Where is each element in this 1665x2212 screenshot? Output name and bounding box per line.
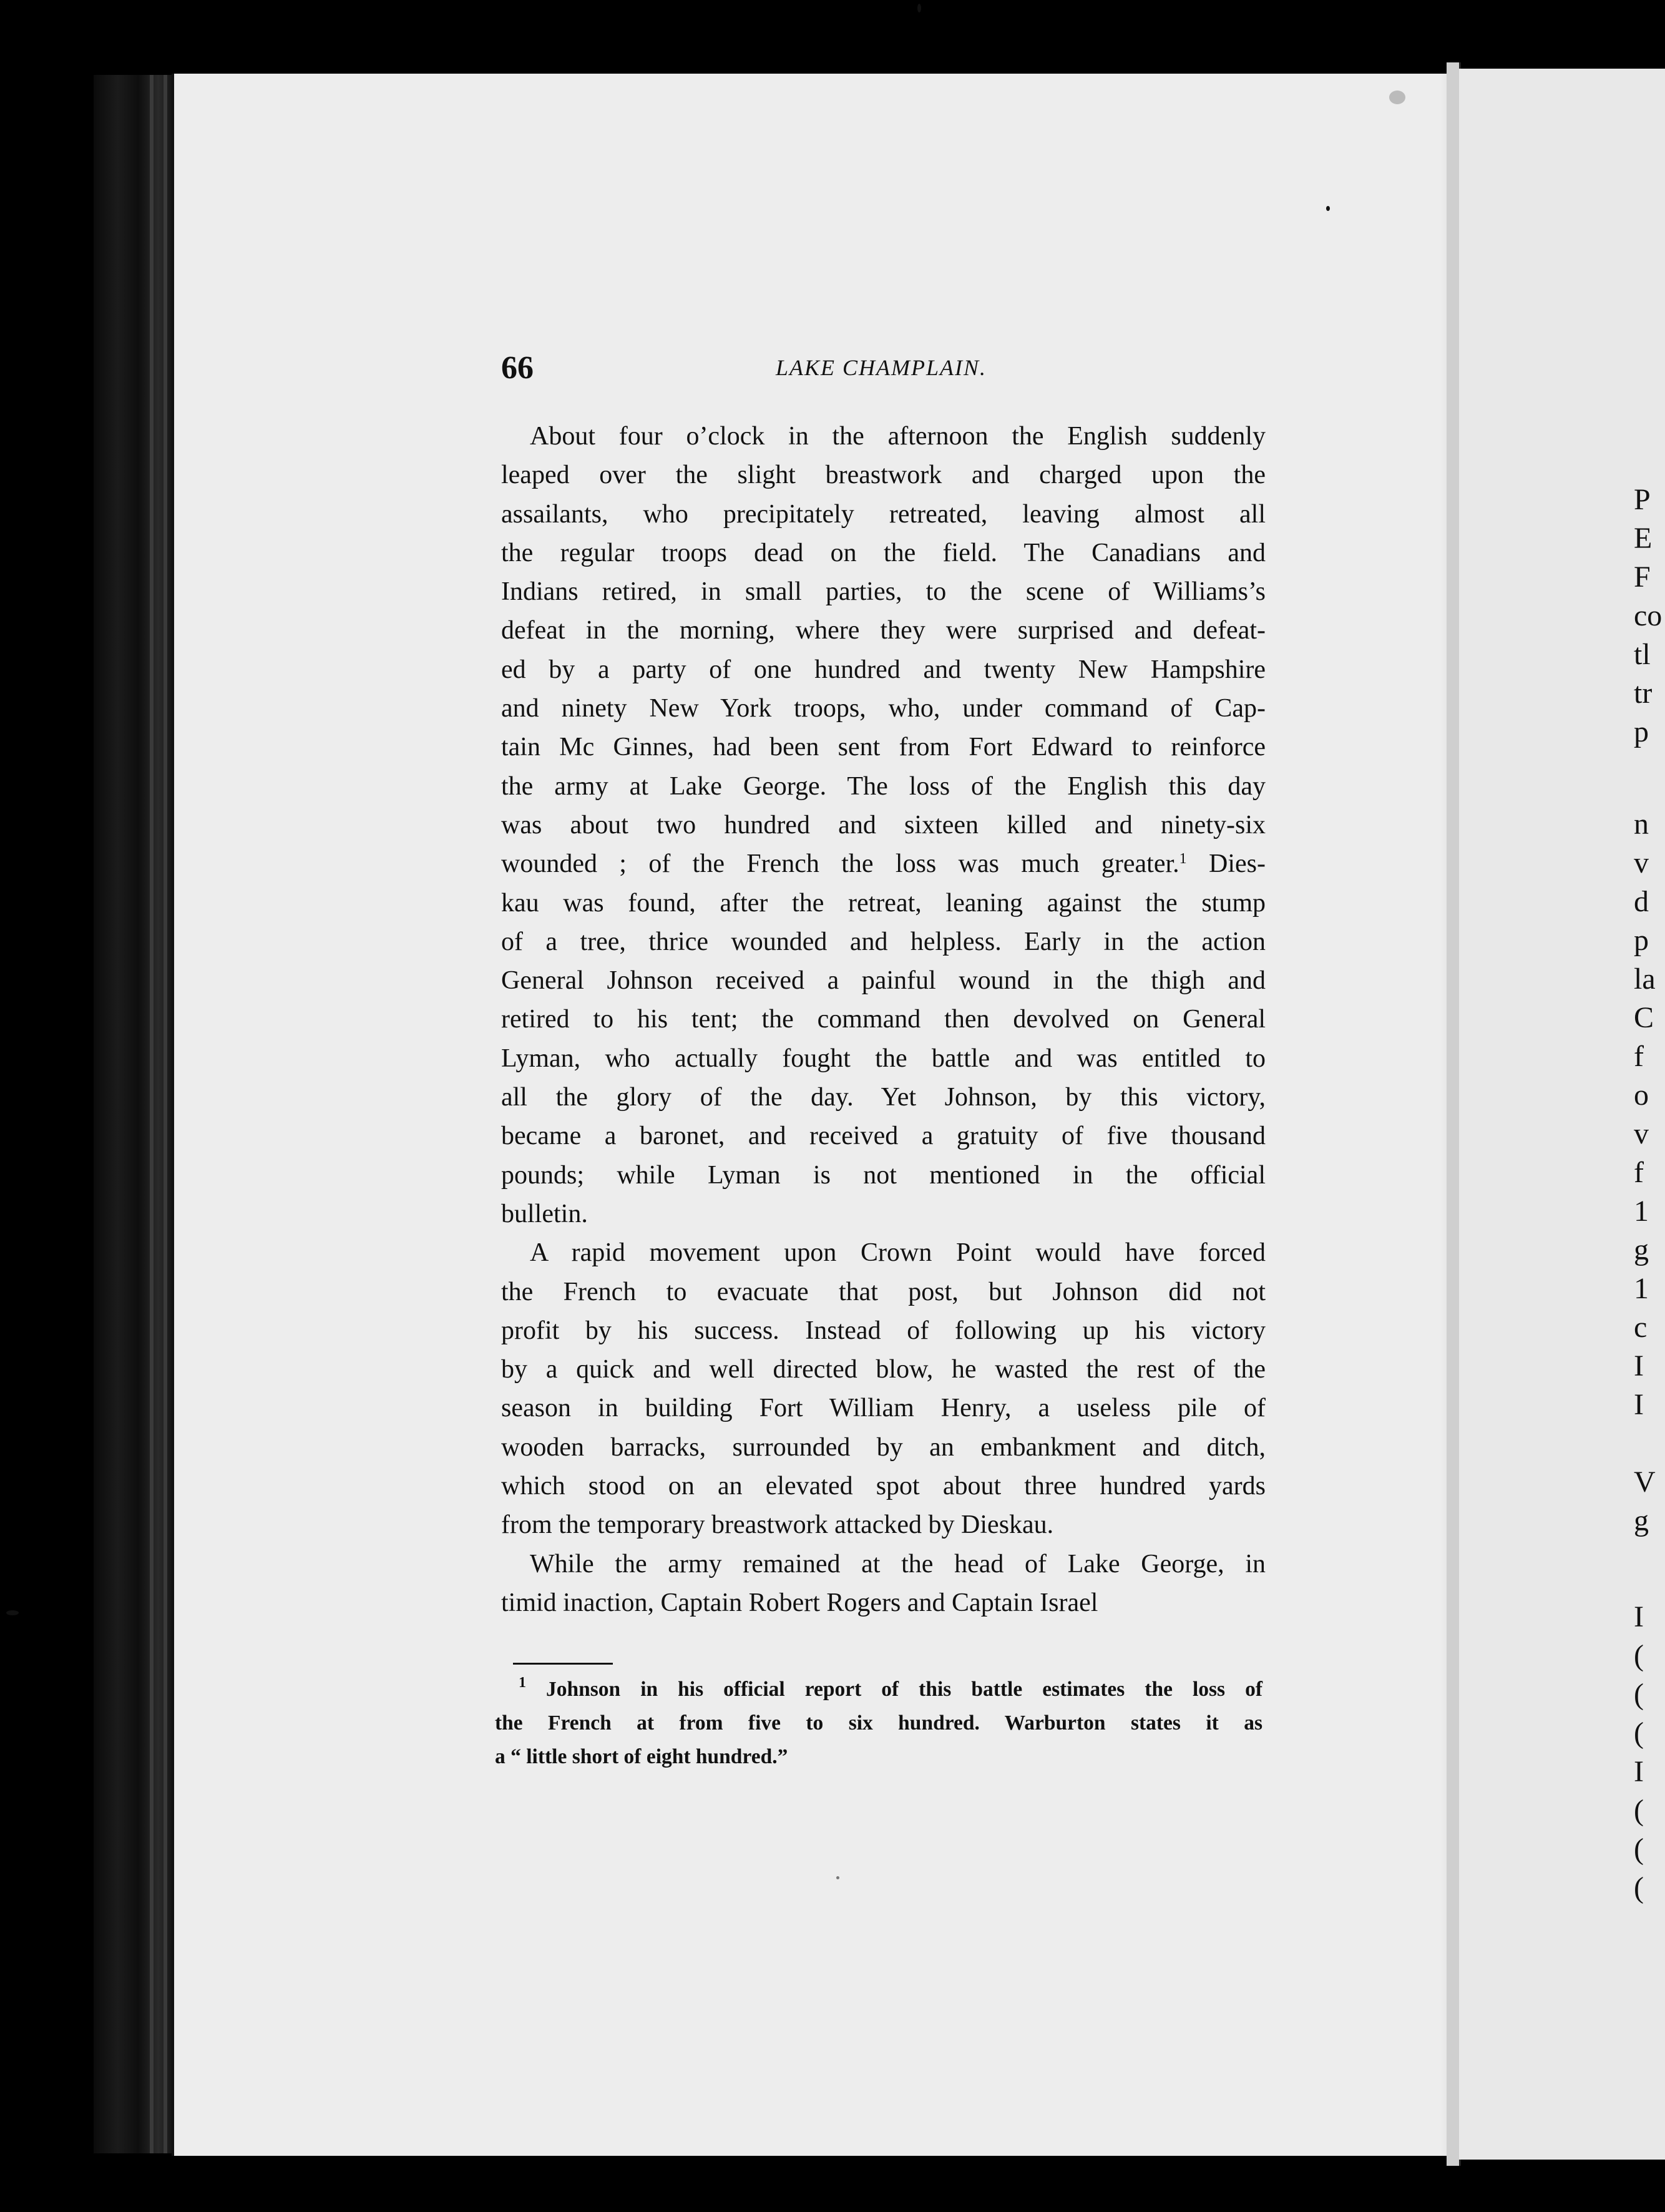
text-line: all the glory of the day. Yet Johnson, by this victory, [501,1083,1266,1112]
text-line: by a quick and well directed blow, he wasted the rest of the [501,1355,1266,1384]
text-fragment: Dies- [1186,849,1266,879]
footnote-line: the French at from five to six hundred. Warburton states it as [495,1711,1262,1735]
text-line: timid inaction, Captain Robert Rogers and Captain Israel [501,1588,1098,1617]
running-head [501,350,1266,387]
scan-speck [1389,91,1405,104]
book-binding [94,75,175,2153]
text-line: defeat in the morning, where they were surprised and defeat- [501,616,1266,645]
facing-page-fragment: ( [1634,1794,1644,1827]
footnote-line: a “ little short of eight hundred.” [495,1745,788,1768]
paragraph [501,1233,1266,1544]
text-line: About four o’clock in the afternoon the English suddenly [530,422,1266,451]
facing-page-fragment: f [1634,1156,1644,1189]
text-line: wooden barracks, surrounded by an embankment and ditch, [501,1432,1266,1462]
facing-page-fragment: d [1634,885,1649,918]
facing-page-fragment: I [1634,1349,1644,1382]
text-line: became a baronet, and received a gratuity of five thousand [501,1122,1266,1151]
footnote-text: Johnson in his official report of this battle estimates the loss of [526,1678,1262,1701]
facing-page-fragment: p [1634,715,1649,748]
text-line: assailants, who precipitately retreated, leaving almost all [501,499,1266,529]
text-line: pounds; while Lyman is not mentioned in the official [501,1160,1266,1190]
footnote-marker: 1 [1179,851,1187,868]
facing-page-fragment: f [1634,1040,1644,1073]
facing-page [1459,69,1665,2160]
footnote-line [495,1673,1262,1706]
scan-speck [6,1610,19,1615]
facing-page-fragment: ( [1634,1833,1644,1866]
body-text [501,417,1266,1622]
facing-page-fragment: g [1634,1504,1649,1537]
facing-page-fragment: g [1634,1233,1649,1266]
facing-page-fragment: tl [1634,638,1651,671]
scan-speck [917,4,921,12]
facing-page-fragment: I [1634,1388,1644,1421]
facing-page-fragment: ( [1634,1716,1644,1750]
text-line: which stood on an elevated spot about three hundred yards [501,1472,1266,1501]
facing-page-fragment: P [1634,483,1651,516]
text-line: tain Mc Ginnes, had been sent from Fort Edward to reinforce [501,733,1266,762]
facing-page-fragment: la [1634,962,1656,996]
facing-page-fragment: V [1634,1466,1656,1499]
text-line: was about two hundred and sixteen killed and ninety-six [501,810,1266,839]
facing-page-fragment: C [1634,1001,1654,1034]
text-line: Lyman, who actually fought the battle and was entitled to [501,1044,1266,1073]
footnote-number: 1 [519,1675,526,1691]
facing-page-fragment: p [1634,924,1649,957]
facing-page-fragment: n [1634,808,1649,841]
facing-page-fragment: ( [1634,1678,1644,1711]
binding-edge [150,75,154,2153]
text-line: the regular troops dead on the field. The Canadians and [501,538,1266,567]
text-line: General Johnson received a painful wound in the thigh and [501,966,1266,996]
facing-page-fragment: ( [1634,1639,1644,1672]
text-line: the French to evacuate that post, but Johnson did not [501,1277,1266,1306]
facing-page-fragment: c [1634,1311,1648,1344]
text-line: ed by a party of one hundred and twenty New Hampshire [501,655,1266,684]
footnote [495,1673,1262,1774]
facing-page-fragment: tr [1634,677,1653,710]
paragraph [501,417,1266,1233]
page-number: 66 [501,350,534,386]
facing-page-fragment: E [1634,522,1653,555]
facing-page-fragment: 1 [1634,1195,1649,1228]
running-title: LAKE CHAMPLAIN. [776,355,987,380]
scan-speck [836,1876,839,1879]
text-line: wounded ; of the French the loss was much greater.$^1$ Dies- [501,849,1266,879]
text-line: from the temporary breastwork attacked by Dieskau. [501,1510,1054,1540]
text-line: of a tree, thrice wounded and helpless. Early in the action [501,927,1266,956]
text-line: Indians retired, in small parties, to the scene of Williams’s [501,577,1266,607]
footnote-rule [513,1663,613,1665]
binding-edge [164,75,167,2153]
facing-page-fragment: F [1634,560,1651,594]
facing-page-fragment: I [1634,1755,1644,1788]
text-line: A rapid movement upon Crown Point would have forced [530,1238,1266,1268]
facing-page-fragment: I [1634,1600,1644,1633]
text-line: and ninety New York troops, who, under command of Cap- [501,694,1266,723]
facing-page-fragment: o [1634,1079,1649,1112]
facing-page-fragment: v [1634,846,1649,879]
paragraph [501,1545,1266,1623]
facing-page-fragment: co [1634,599,1663,632]
facing-page-fragment: v [1634,1117,1649,1150]
text-line: kau was found, after the retreat, leaning against the stump [501,888,1266,918]
text-line: retired to his tent; the command then devolved on General [501,1005,1266,1034]
text-line: leaped over the slight breastwork and charged upon the [501,461,1266,490]
text-line: While the army remained at the head of Lake George, in [530,1549,1266,1578]
text-line: bulletin. [501,1199,588,1228]
text-line: the army at Lake George. The loss of the English this day [501,771,1266,801]
text-line: profit by his success. Instead of following up his victory [501,1316,1266,1345]
text-line: season in building Fort William Henry, a useless pile of [501,1394,1266,1423]
scan-speck [1326,206,1330,211]
facing-page-fragment: ( [1634,1871,1644,1904]
facing-page-fragment: 1 [1634,1272,1649,1305]
